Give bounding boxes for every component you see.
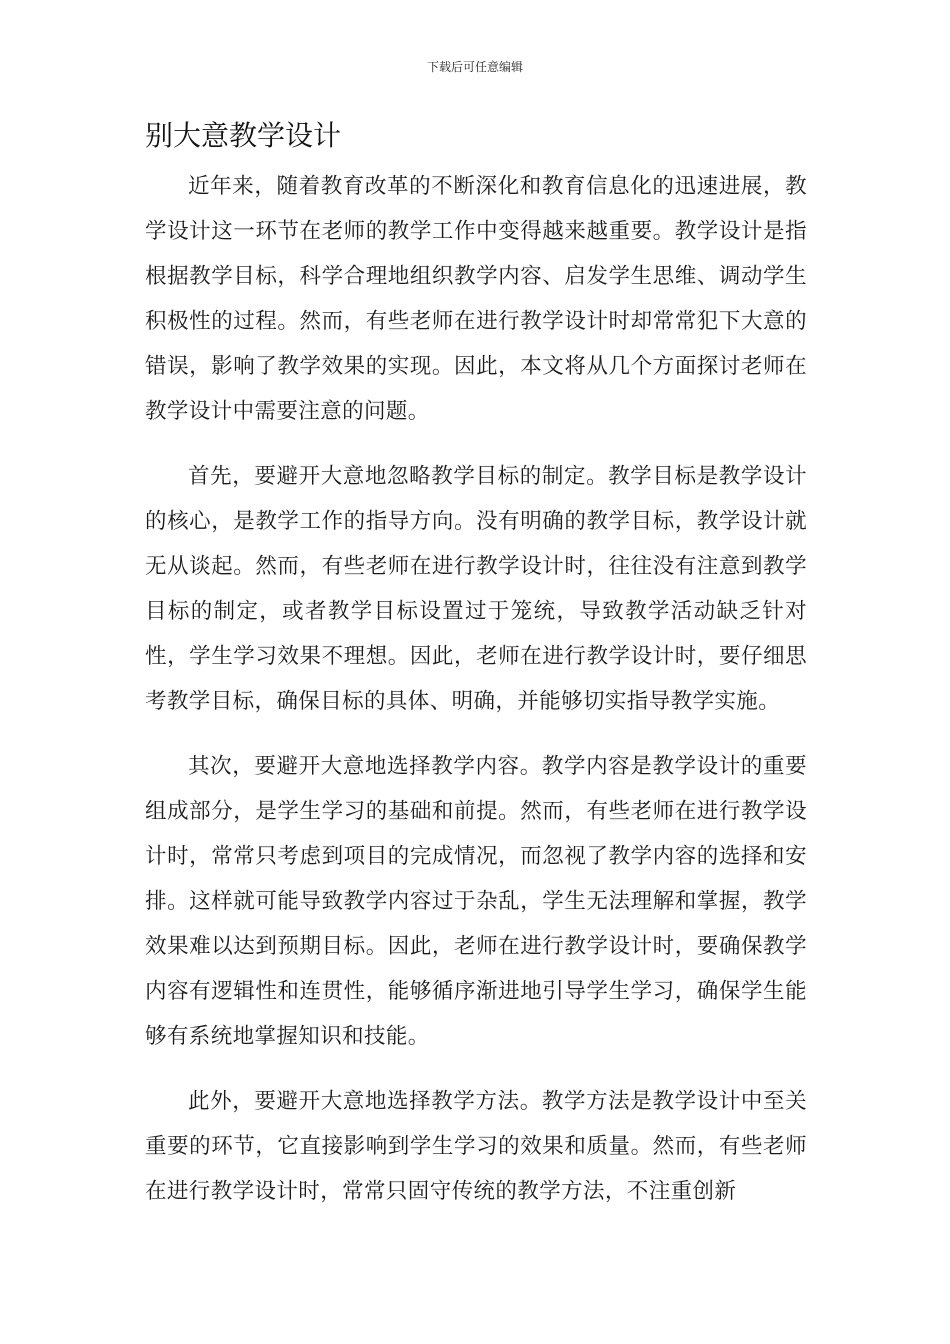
paragraph-teaching-goals: 首先，要避开大意地忽略教学目标的制定。教学目标是教学设计的核心，是教学工作的指导方向。没有明确的教学目标，教学设计就无从谈起。然而，有些老师在进行教学设计时，往往没有注意到教学目标的制定，或者教学目标设置过于笼统，导致教学活动缺乏针对性，学生学习效果不理想。因此，老师在进行教学设计时，要仔细思考教学目标，确保目标的具体、明确，并能够切实指导教学实施。 <box>145 464 807 714</box>
paragraph-teaching-content: 其次，要避开大意地选择教学内容。教学内容是教学设计的重要组成部分，是学生学习的基础和前提。然而，有些老师在进行教学设计时，常常只考虑到项目的完成情况，而忽视了教学内容的选择和安排。这样就可能导致教学内容过于杂乱，学生无法理解和掌握，教学效果难以达到预期目标。因此，老师在进行教学设计时，要确保教学内容有逻辑性和连贯性，能够循序渐进地引导学生学习，确保学生能够有系统地掌握知识和技能。 <box>145 754 807 1049</box>
document-body <box>145 164 807 1234</box>
paragraph-teaching-methods: 此外，要避开大意地选择教学方法。教学方法是教学设计中至关重要的环节，它直接影响到学生学习的效果和质量。然而，有些老师在进行教学设计时，常常只固守传统的教学方法，不注重创新 <box>145 1089 807 1204</box>
paragraph-intro: 近年来，随着教育改革的不断深化和教育信息化的迅速进展，教学设计这一环节在老师的教学工作中变得越来越重要。教学设计是指根据教学目标，科学合理地组织教学内容、启发学生思维、调动学生积极性的过程。然而，有些老师在进行教学设计时却常常犯下大意的错误，影响了教学效果的实现。因此，本文将从几个方面探讨老师在教学设计中需要注意的问题。 <box>145 174 807 424</box>
document-title: 别大意教学设计 <box>145 119 342 152</box>
header-note: 下载后可任意编辑 <box>426 60 523 74</box>
